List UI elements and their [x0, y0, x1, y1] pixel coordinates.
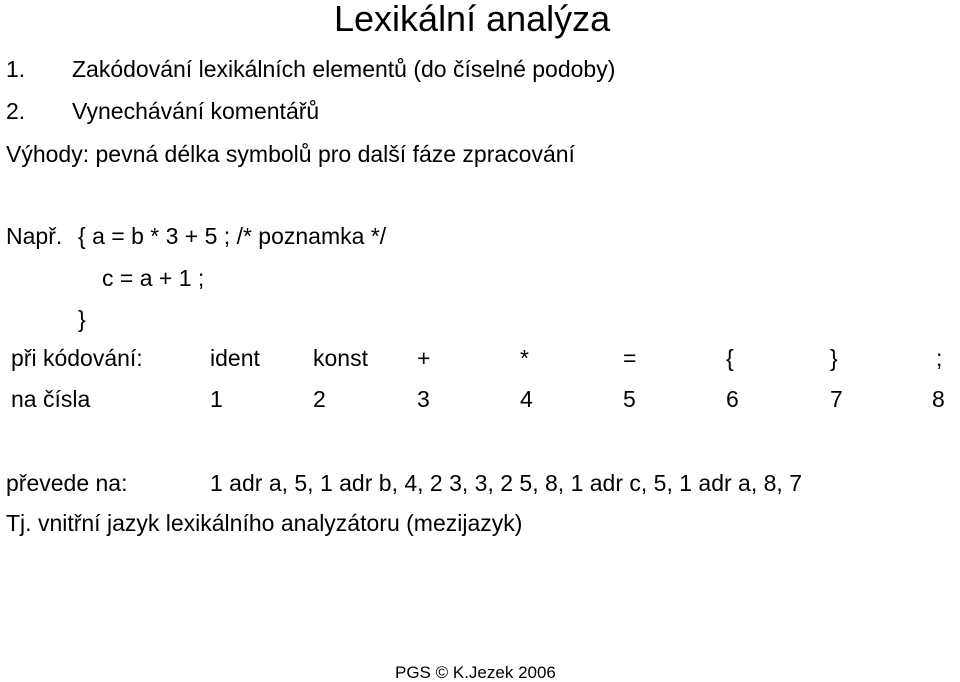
code-cell: 1 [210, 386, 223, 412]
token-cell: } [830, 345, 838, 371]
token-cell: + [417, 345, 431, 371]
example-code-line-2: c = a + 1 ; [102, 265, 205, 291]
token-cell: ; [936, 345, 943, 371]
token-cell: ident [210, 345, 260, 371]
coding-header-label: při kódování: [11, 345, 143, 371]
example-code-line-3: } [78, 306, 86, 332]
example-label: Např. [6, 223, 63, 249]
code-cell: 8 [932, 386, 945, 412]
conclusion-text: Tj. vnitřní jazyk lexikálního analyzátoru (mezijazyk) [6, 510, 523, 536]
code-cell: 2 [313, 386, 326, 412]
example-code-line-1: { a = b * 3 + 5 ; /* poznamka */ [78, 223, 387, 249]
token-cell: { [726, 345, 734, 371]
token-cell: = [623, 345, 637, 371]
advantages-text: Výhody: pevná délka symbolů pro další fáze zpracování [6, 141, 575, 167]
list-item-2-text: Vynechávání komentářů [72, 98, 320, 124]
code-cell: 4 [520, 386, 533, 412]
token-cell: * [520, 345, 529, 371]
converted-value: 1 adr a, 5, 1 adr b, 4, 2 3, 3, 2 5, 8, 1 adr c, 5, 1 adr a, 8, 7 [210, 470, 802, 496]
page-title: Lexikální analýza [334, 0, 611, 39]
list-item-2-number: 2. [6, 98, 26, 124]
list-item-1-text: Zakódování lexikálních elementů (do číselné podoby) [72, 56, 616, 82]
footer-copyright: PGS © K.Jezek 2006 [395, 663, 556, 682]
code-cell: 5 [623, 386, 636, 412]
list-item-1-number: 1. [6, 56, 26, 82]
code-cell: 7 [830, 386, 843, 412]
coding-number-label: na čísla [11, 386, 91, 412]
code-cell: 3 [417, 386, 430, 412]
converted-label: převede na: [6, 470, 128, 496]
token-cell: konst [313, 345, 368, 371]
code-cell: 6 [726, 386, 739, 412]
